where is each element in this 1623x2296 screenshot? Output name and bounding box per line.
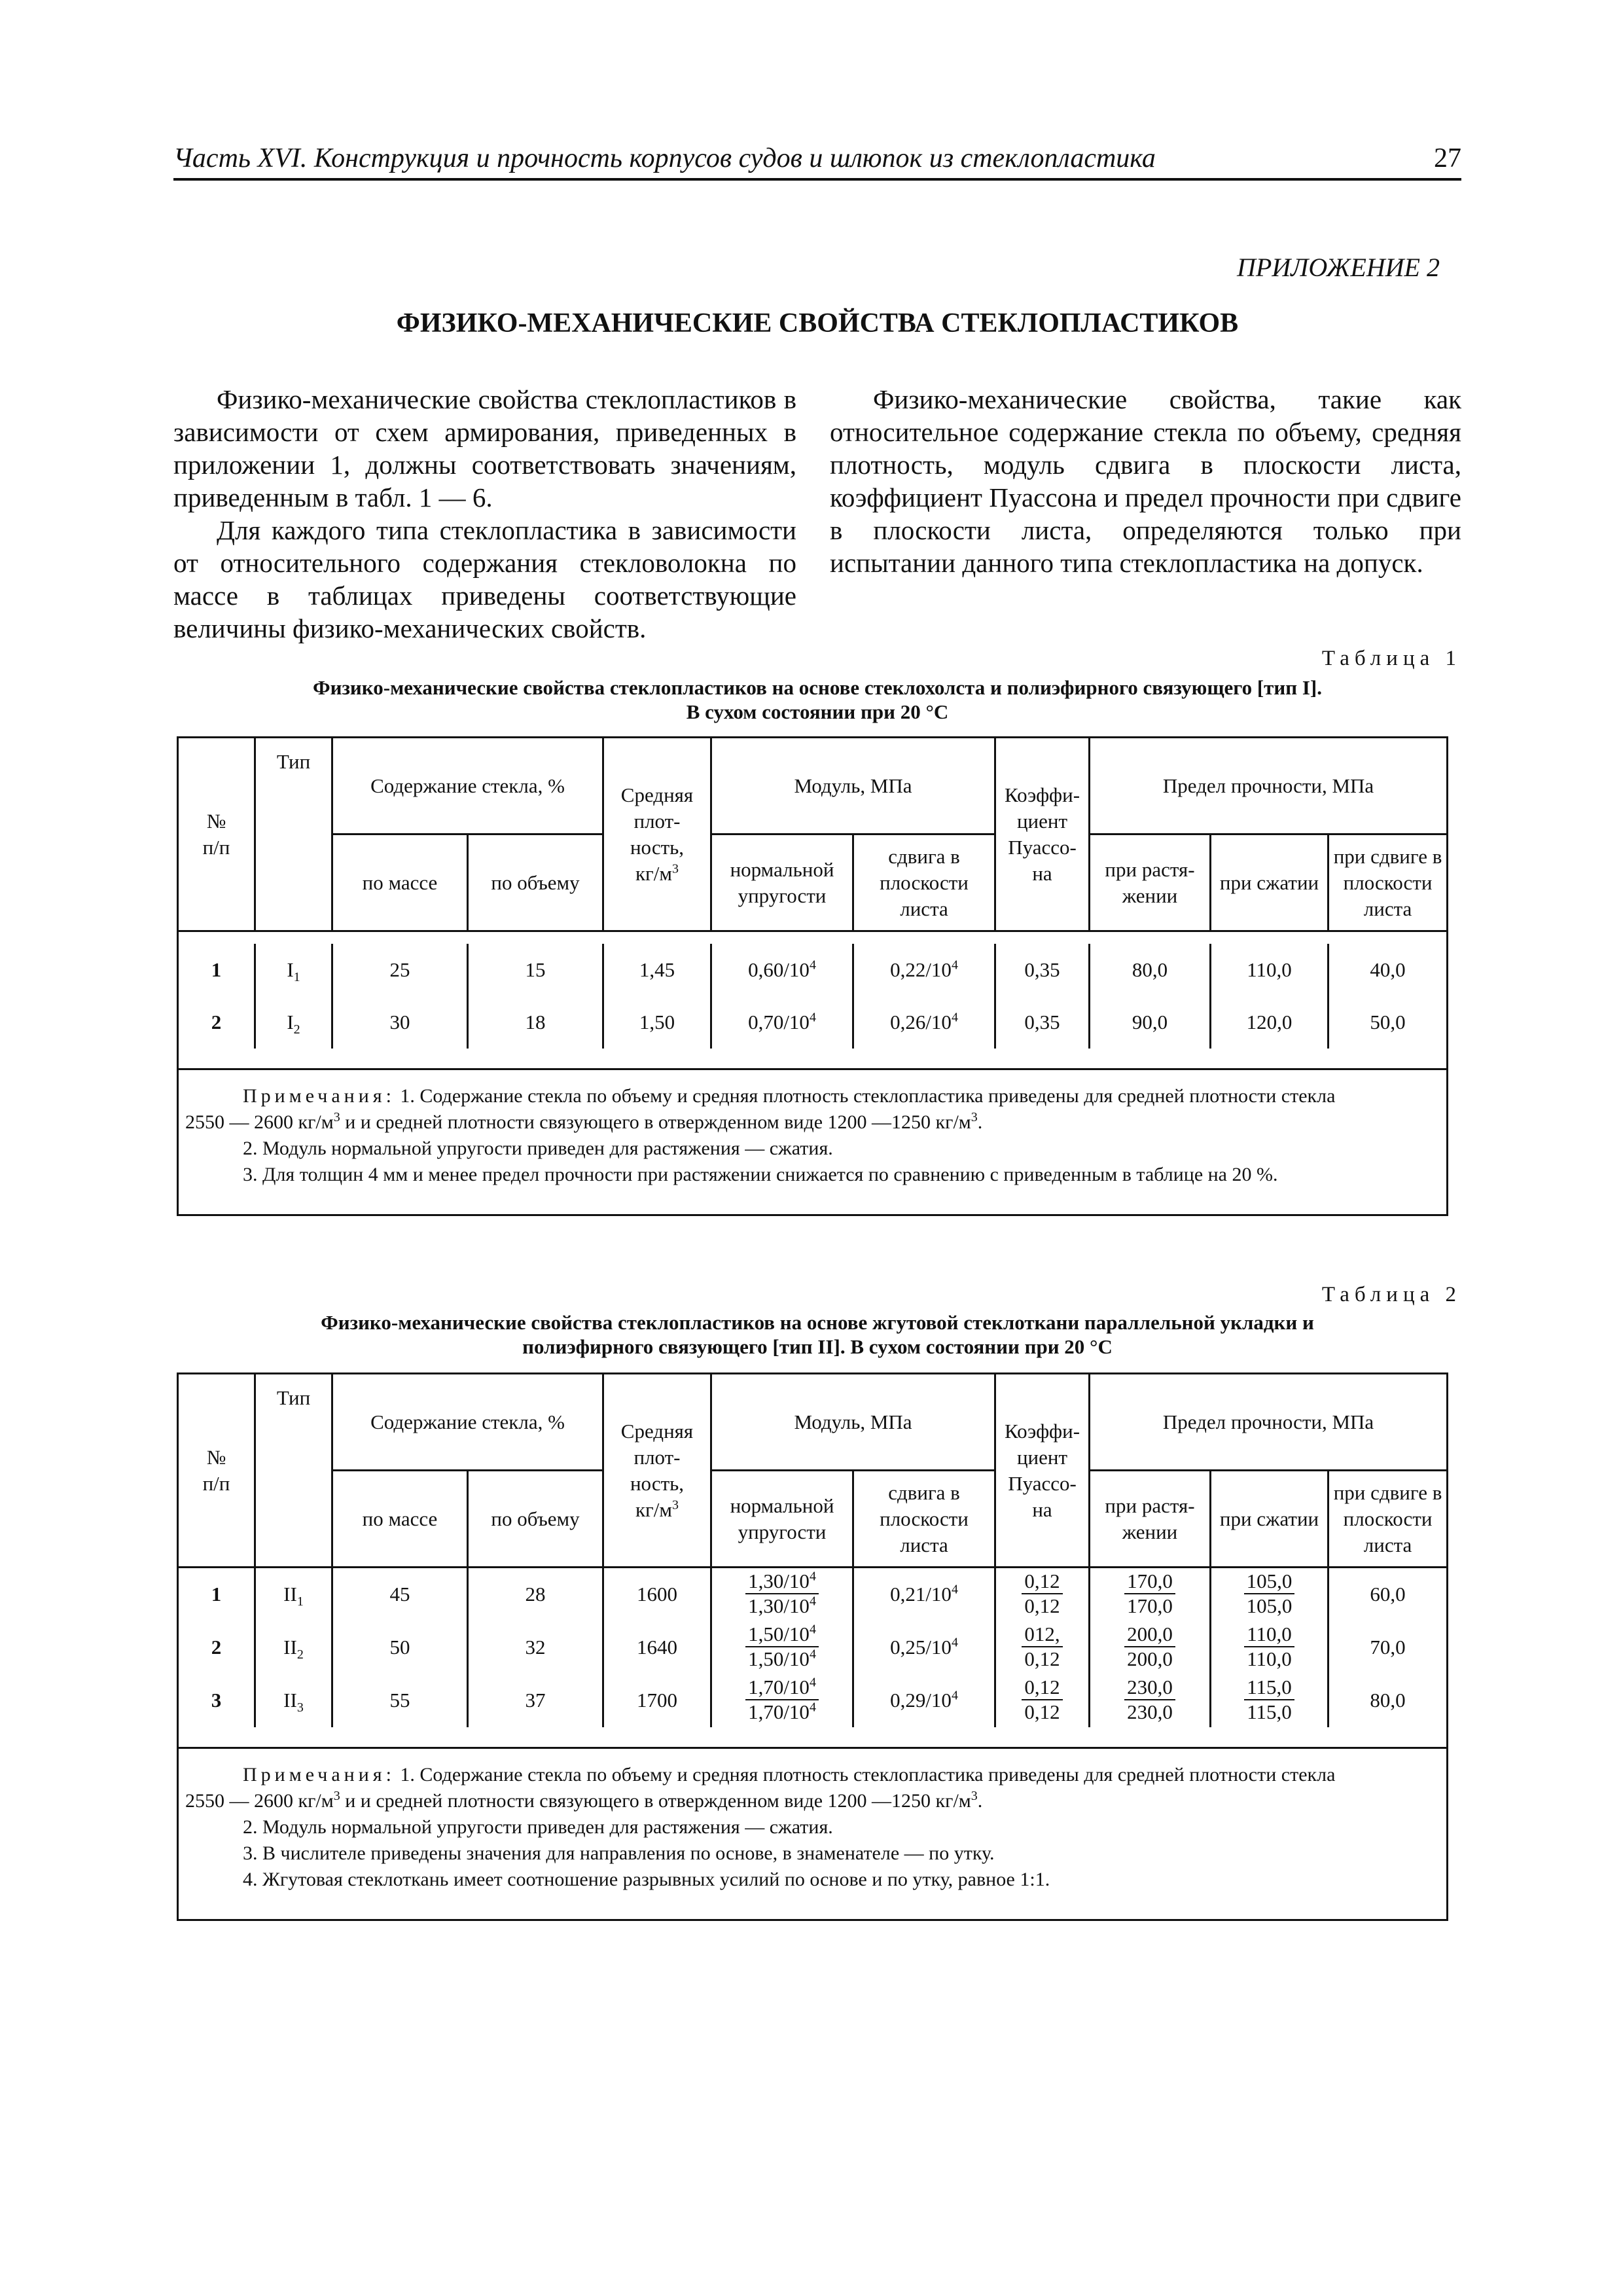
header-cell: Предел прочности, МПа bbox=[1090, 738, 1448, 834]
header-cell: № п/п bbox=[178, 738, 255, 931]
table2-notes: Примечания: 1. Содержание стекла по объему и средняя плотность стеклопластика приведены для средней плотности стекла 2550 — 2600 $кг/м^3$ и и средней плотности связующего в отвержденном виде 1200 —1250 $кг/м^3$. 2. Модуль нормальной упругости приведен для растяжения — сжатия. 3. В числителе приведены значения для направления по основе, в знаменателе — по утку. 4. Жгутовая стеклоткань имеет соотношение разрывных усилий по основе и по утку, равное 1:1. bbox=[178, 1748, 1448, 1920]
paragraph: Физико-механические свойства стеклопластиков в зависимости от схем армирования, приведенных в приложении 1, должны соответствовать значениям, приведенным в табл. 1 — 6. bbox=[173, 384, 796, 512]
caption-line: Физико-механические свойства стеклопластиков на основе стеклохолста и полиэфирного связующего [тип I]. bbox=[312, 676, 1323, 699]
table1-caption bbox=[173, 675, 1461, 724]
header-cell: при сжатии bbox=[1211, 834, 1329, 931]
header-cell: при сдвиге в плоскости листа bbox=[1329, 1471, 1448, 1568]
caption-line: В сухом состоянии при 20 °С bbox=[686, 700, 949, 723]
header-cell: Средняя плот- ность, $кг/м^3$ bbox=[603, 1374, 711, 1568]
paragraph: Физико-механические свойства, такие как относительное содержание стекла по объему, средняя плотность, модуль сдвига в плоскости листа, коэффициент Пуассона и предел прочности при сдвиге в плоскости листа, определяются только при испытании данного типа стеклопластика на допуск. bbox=[830, 384, 1461, 578]
table2 bbox=[177, 1372, 1448, 1921]
header-cell: Средняя плот- ность, $кг/м^3$ bbox=[603, 738, 711, 931]
table2-caption bbox=[173, 1310, 1461, 1359]
caption-line: Физико-механические свойства стеклопластиков на основе жгутовой стеклоткани параллельной укладки и bbox=[321, 1311, 1314, 1334]
table-row: 1 $II_1$ 45 28 1600 $\frac{1,30/10^4}{1,30/10^4}$ $0,21/10^4$ $\frac{0,12}{0,12}$ $\frac{170,0}{170,0}$ $\frac{105,0}{105,0}$ 60,0 bbox=[178, 1568, 1448, 1621]
paragraph: Для каждого типа стеклопластика в зависимости от относительного содержания стекловолокна по массе в таблицах приведены соответствующие величины физико-механических свойств. bbox=[173, 515, 796, 643]
header-cell: Содержание стекла, % bbox=[332, 1374, 603, 1471]
header-cell: по массе bbox=[332, 834, 468, 931]
caption-line: полиэфирного связующего [тип II]. В сухом состоянии при 20 °С bbox=[522, 1335, 1113, 1358]
header-cell: при сдвиге в плоскости листа bbox=[1329, 834, 1448, 931]
header-cell: Тип bbox=[255, 738, 332, 931]
page-number: 27 bbox=[1434, 143, 1461, 173]
table1-notes: Примечания: 1. Содержание стекла по объему и средняя плотность стеклопластика приведены для средней плотности стекла 2550 — 2600 $кг/м^3$ и и средней плотности связующего в отвержденном виде 1200 —1250 $кг/м^3$. 2. Модуль нормальной упругости приведен для растяжения — сжатия. 3. Для толщин 4 мм и менее предел прочности при растяжении снижается по сравнению с приведенным в таблице на 20 %. bbox=[178, 1069, 1448, 1215]
header-cell: Коэффи- циент Пуассо- на bbox=[995, 738, 1090, 931]
header-cell: при растя- жении bbox=[1090, 1471, 1211, 1568]
right-column bbox=[830, 383, 1461, 579]
header-cell: Модуль, МПа bbox=[711, 1374, 995, 1471]
appendix-label: ПРИЛОЖЕНИЕ 2 bbox=[1237, 253, 1440, 282]
header-cell: при сжатии bbox=[1211, 1471, 1329, 1568]
header-cell: Модуль, МПа bbox=[711, 738, 995, 834]
header-cell: № п/п bbox=[178, 1374, 255, 1568]
header-cell: Предел прочности, МПа bbox=[1090, 1374, 1448, 1471]
table2-label: Таблица 2 bbox=[1321, 1283, 1461, 1306]
table-row: 2 $I_2$ 30 18 1,50 $0,70/10^4$ $0,26/10^4$ 0,35 90,0 120,0 50,0 bbox=[178, 996, 1448, 1049]
running-title: Часть XVI. Конструкция и прочность корпусов судов и шлюпок из стеклопластика bbox=[173, 143, 1156, 173]
header-cell: Тип bbox=[255, 1374, 332, 1568]
header-cell: Содержание стекла, % bbox=[332, 738, 603, 834]
header-cell: по массе bbox=[332, 1471, 468, 1568]
header-cell: нормальной упругости bbox=[711, 834, 853, 931]
table-row: 1 $I_1$ 25 15 1,45 $0,60/10^4$ $0,22/10^4$ 0,35 80,0 110,0 40,0 bbox=[178, 944, 1448, 996]
page-header bbox=[173, 143, 1461, 181]
header-cell: сдвига в плоскости листа bbox=[853, 834, 995, 931]
table1 bbox=[177, 736, 1448, 1216]
header-cell: по объему bbox=[468, 1471, 603, 1568]
header-cell: Коэффи- циент Пуассо- на bbox=[995, 1374, 1090, 1568]
header-cell: нормальной упругости bbox=[711, 1471, 853, 1568]
left-column bbox=[173, 383, 796, 645]
header-cell: сдвига в плоскости листа bbox=[853, 1471, 995, 1568]
page-title: ФИЗИКО-МЕХАНИЧЕСКИЕ СВОЙСТВА СТЕКЛОПЛАСТИКОВ bbox=[396, 308, 1239, 338]
header-cell: при растя- жении bbox=[1090, 834, 1211, 931]
table-row: 2 $II_2$ 50 32 1640 $\frac{1,50/10^4}{1,50/10^4}$ $0,25/10^4$ $\frac{012,}{0,12}$ $\frac{200,0}{200,0}$ $\frac{110,0}{110,0}$ 70,0 bbox=[178, 1621, 1448, 1674]
header-cell: по объему bbox=[468, 834, 603, 931]
table1-label: Таблица 1 bbox=[1321, 647, 1461, 670]
table-row: 3 $II_3$ 55 37 1700 $\frac{1,70/10^4}{1,70/10^4}$ $0,29/10^4$ $\frac{0,12}{0,12}$ $\frac{230,0}{230,0}$ $\frac{115,0}{115,0}$ 80,0 bbox=[178, 1674, 1448, 1727]
